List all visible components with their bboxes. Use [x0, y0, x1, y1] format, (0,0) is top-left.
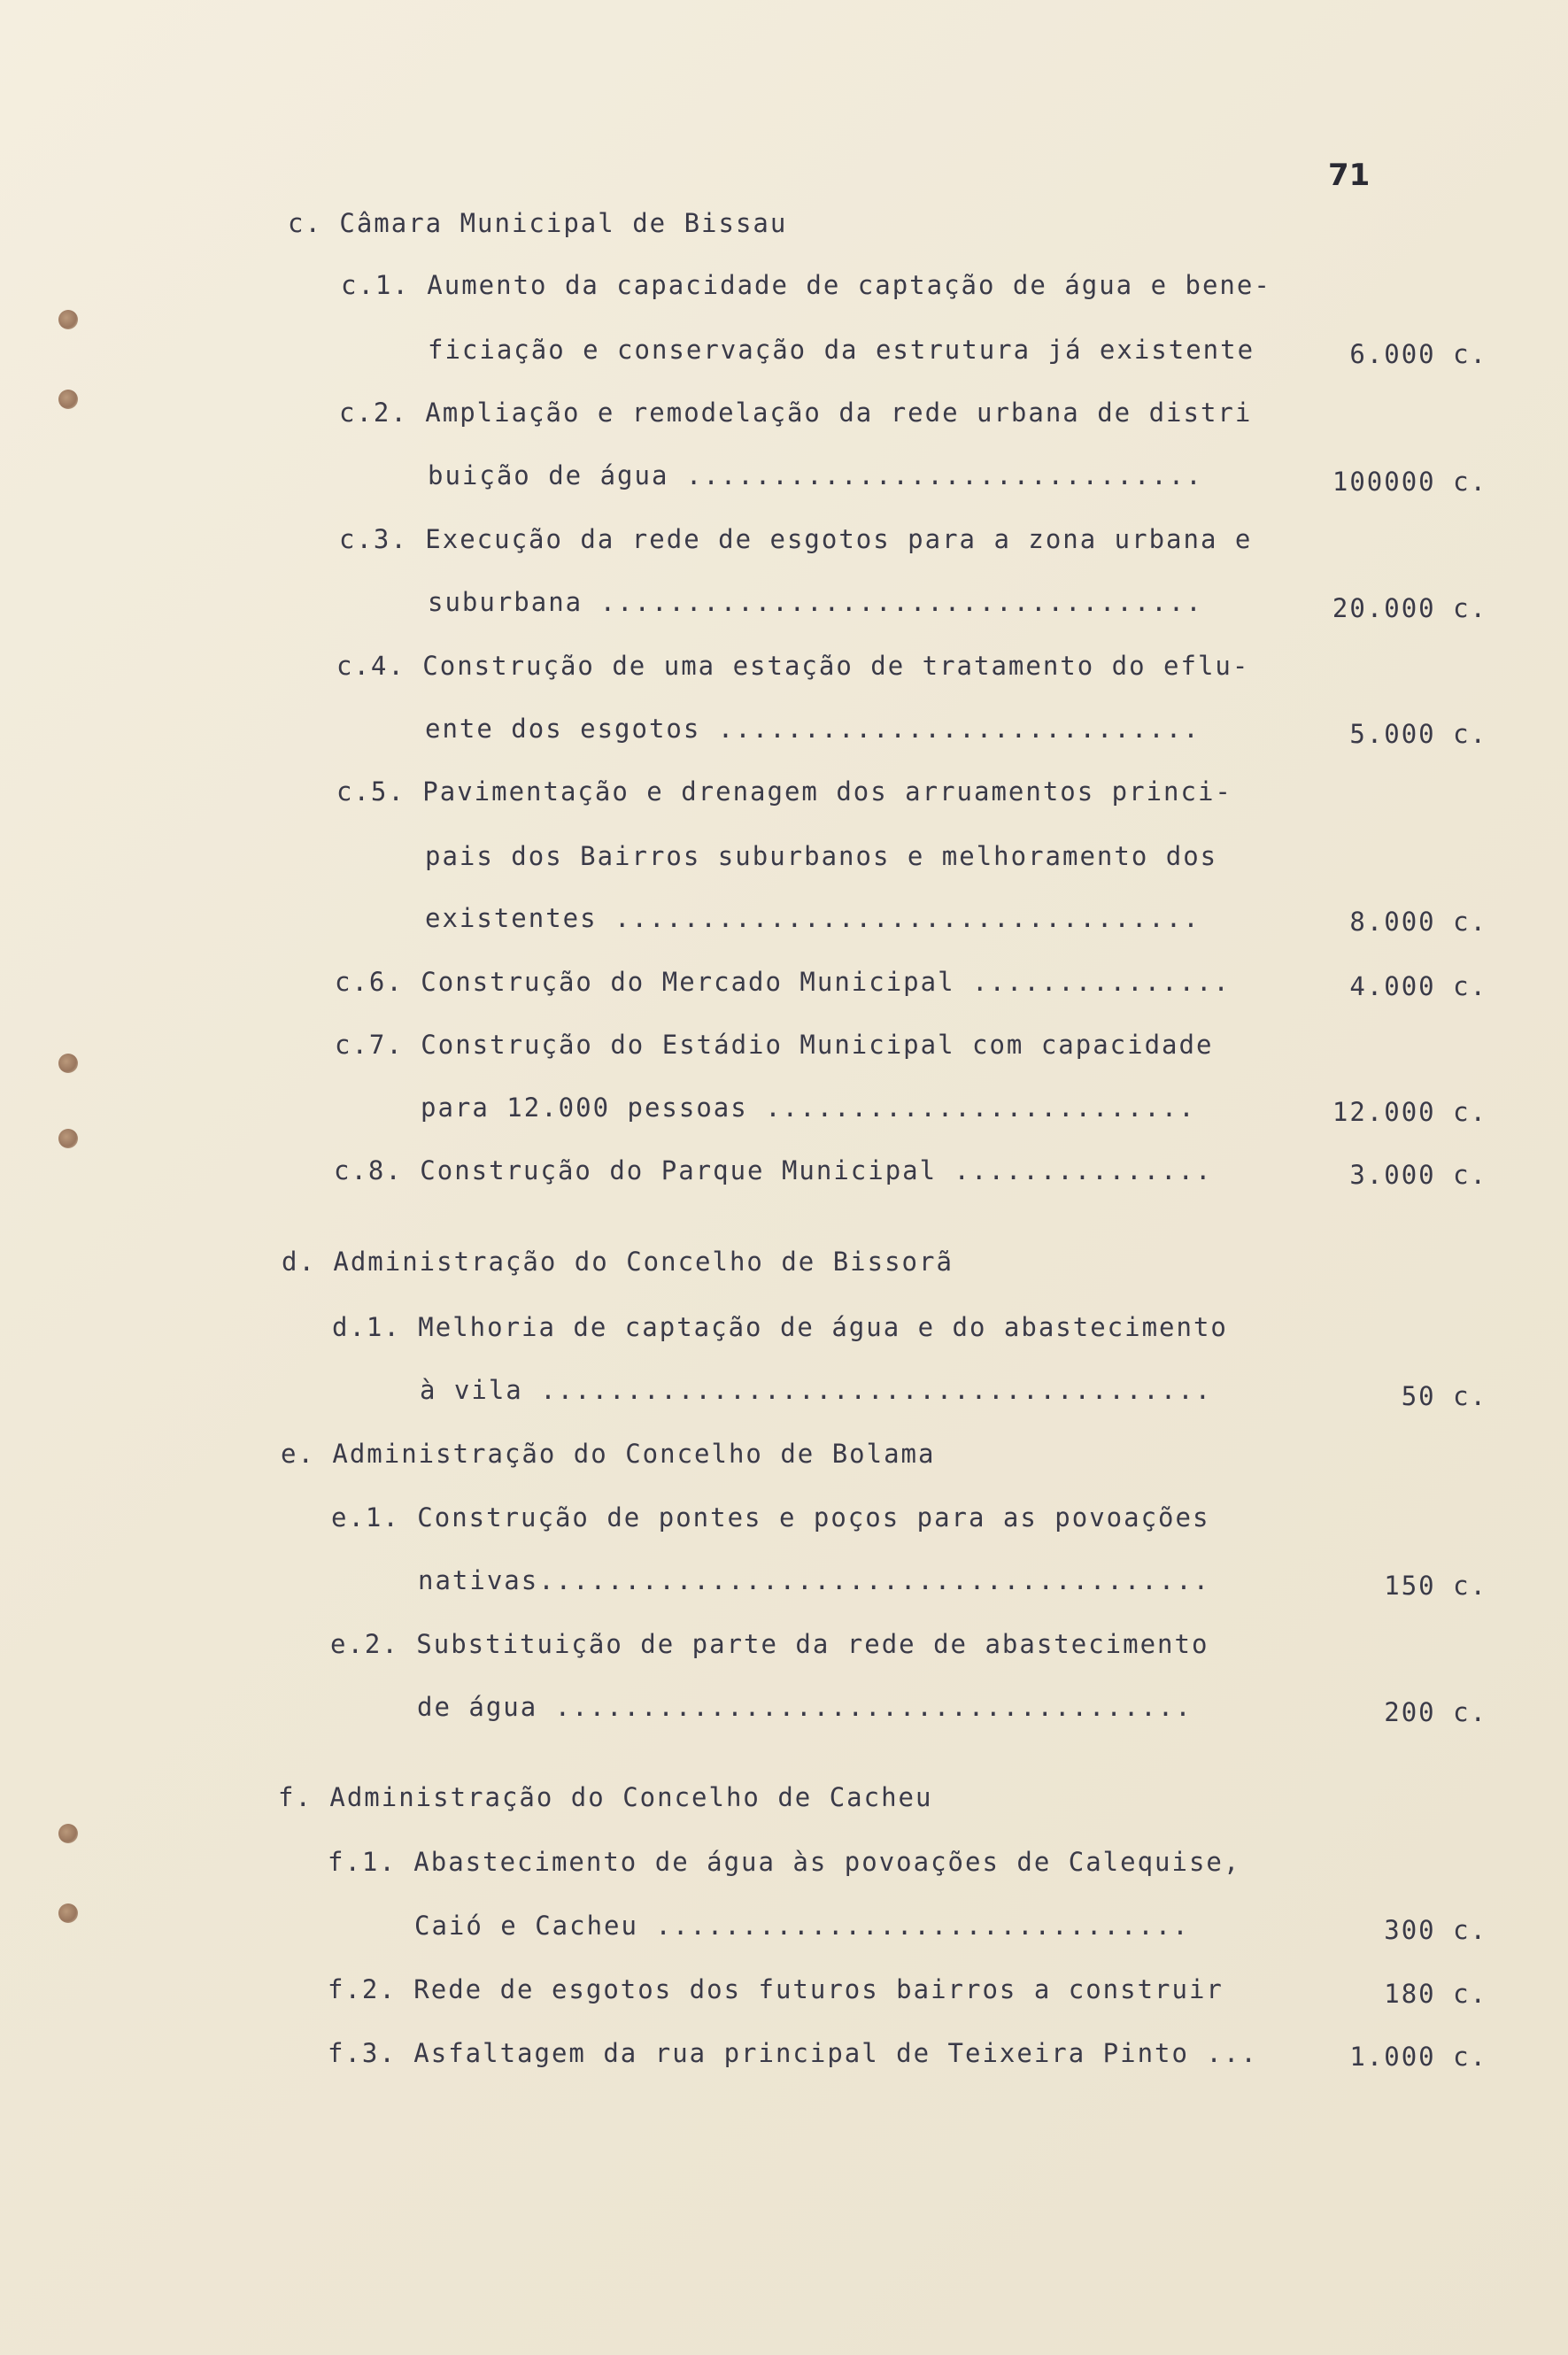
item-amount: 100000 c. [1332, 467, 1487, 497]
item-line: c.1. Aumento da capacidade de captação de água e bene- [341, 270, 1271, 300]
binder-hole [58, 1054, 78, 1073]
section-heading: f. Administração do Concelho de Cacheu [278, 1782, 933, 1812]
item-line: f.1. Abastecimento de água às povoações de Calequise, [328, 1847, 1241, 1877]
item-line: f.2. Rede de esgotos dos futuros bairros a construir [328, 1974, 1224, 2004]
item-amount: 200 c. [1384, 1697, 1487, 1727]
item-amount: 8.000 c. [1349, 907, 1487, 937]
item-line: d.1. Melhoria de captação de água e do abastecimento [332, 1312, 1228, 1342]
item-line: buição de água .............................. [428, 460, 1203, 490]
item-line: Caió e Cacheu ............................... [414, 1911, 1190, 1941]
binder-hole [58, 1129, 78, 1148]
item-line: c.4. Construção de uma estação de tratamento do eflu- [336, 651, 1250, 681]
item-amount: 50 c. [1401, 1381, 1487, 1411]
item-amount: 5.000 c. [1349, 719, 1487, 749]
item-line: c.7. Construção do Estádio Municipal com capacidade [335, 1030, 1214, 1060]
item-line: c.5. Pavimentação e drenagem dos arruamentos princi- [336, 776, 1232, 807]
item-amount: 20.000 c. [1332, 593, 1487, 623]
item-line: e.1. Construção de pontes e poços para as povoações [331, 1502, 1210, 1533]
item-line: e.2. Substituição de parte da rede de abastecimento [330, 1629, 1209, 1659]
item-line: suburbana ................................... [428, 587, 1203, 617]
item-line: de água ..................................... [417, 1692, 1193, 1722]
item-line: c.3. Execução da rede de esgotos para a zona urbana e [339, 524, 1253, 554]
item-line: para 12.000 pessoas ......................... [421, 1093, 1196, 1123]
item-line: c.6. Construção do Mercado Municipal ............... [335, 967, 1231, 997]
item-amount: 3.000 c. [1349, 1160, 1487, 1190]
item-line: existentes .................................. [425, 903, 1201, 933]
section-heading: e. Administração do Concelho de Bolama [281, 1439, 936, 1469]
item-amount: 150 c. [1384, 1571, 1487, 1601]
item-line: ente dos esgotos ............................ [425, 714, 1201, 744]
item-line: ficiação e conservação da estrutura já existente [428, 335, 1255, 365]
item-line: nativas....................................... [418, 1565, 1211, 1595]
section-heading: c. Câmara Municipal de Bissau [288, 208, 788, 238]
item-amount: 180 c. [1384, 1979, 1487, 2009]
item-amount: 12.000 c. [1332, 1097, 1487, 1127]
item-amount: 1.000 c. [1349, 2042, 1487, 2072]
item-line: c.8. Construção do Parque Municipal ............... [334, 1155, 1213, 1185]
binder-hole [58, 310, 78, 329]
item-amount: 4.000 c. [1349, 971, 1487, 1001]
item-line: f.3. Asfaltagem da rua principal de Teixeira Pinto ... [328, 2038, 1258, 2068]
binder-hole [58, 390, 78, 409]
item-line: c.2. Ampliação e remodelação da rede urbana de distri [339, 398, 1253, 428]
section-heading: d. Administração do Concelho de Bissorã [282, 1247, 954, 1277]
item-line: pais dos Bairros suburbanos e melhoramento dos [425, 841, 1218, 871]
page-number: 71 [1328, 158, 1371, 193]
binder-hole [58, 1824, 78, 1843]
item-amount: 300 c. [1384, 1915, 1487, 1945]
item-amount: 6.000 c. [1349, 339, 1487, 369]
binder-hole [58, 1903, 78, 1923]
item-line: à vila ....................................... [420, 1375, 1213, 1405]
